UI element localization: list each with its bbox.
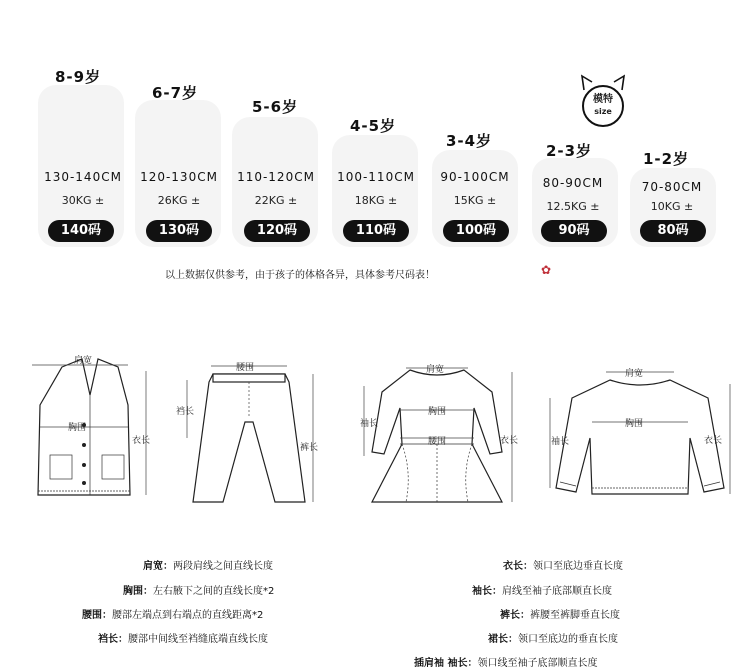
weight-value: 26KG ± [157, 194, 201, 207]
age-label: 4-5岁 [350, 117, 397, 135]
vest-shoulder-label: 肩宽 [74, 356, 93, 366]
desc-key: 裤长： [500, 610, 530, 621]
age-label: 3-4岁 [446, 132, 493, 150]
desc-text: 左右腋下之间的直线长度*2 [153, 586, 275, 597]
vest-chest-label: 胸围 [68, 423, 87, 433]
height-range: 90-100CM [440, 170, 510, 184]
desc-text: 肩线至袖子底部顺直长度 [502, 586, 612, 597]
desc-item [123, 582, 274, 597]
pants-waist-label: 腰围 [236, 363, 255, 373]
height-range: 110-120CM [237, 170, 315, 184]
desc-item [143, 557, 273, 572]
weight-value: 12.5KG ± [546, 200, 600, 213]
cat-ears-icon [578, 72, 628, 92]
age-label: 8-9岁 [55, 68, 102, 86]
size-code-badge: 100码 [443, 220, 509, 242]
sweater-length-label: 衣长 [704, 436, 723, 446]
desc-key: 胸围： [123, 586, 153, 597]
badge-line-2: size [594, 107, 612, 116]
desc-item [414, 654, 597, 669]
desc-text: 领口线至袖子底部顺直长度 [477, 658, 598, 669]
desc-item [488, 630, 618, 645]
sweater-shoulder-label: 肩宽 [625, 369, 644, 379]
sweater-sleeve-label: 袖长 [551, 437, 570, 447]
flower-icon: ✿ [541, 263, 552, 277]
weight-value: 10KG ± [650, 200, 694, 213]
size-code-badge: 90码 [541, 220, 607, 242]
dress-chest-label: 胸围 [428, 407, 447, 417]
desc-text: 腰部左端点到右端点的直线距离*2 [112, 610, 264, 621]
desc-item [82, 606, 263, 621]
desc-item [98, 630, 268, 645]
weight-value: 30KG ± [61, 194, 105, 207]
weight-value: 15KG ± [453, 194, 497, 207]
height-range: 100-110CM [337, 170, 415, 184]
size-code-badge: 120码 [244, 220, 310, 242]
vest-diagram [20, 345, 170, 510]
pants-diagram [175, 352, 325, 512]
desc-text: 领口至底边垂直长度 [533, 561, 623, 572]
age-label: 1-2岁 [643, 150, 690, 168]
age-label: 6-7岁 [152, 84, 199, 102]
reference-note: 以上数据仅供参考，由于孩子的体格各异，具体参考尺码表！ [165, 270, 435, 281]
desc-key: 裙长： [488, 634, 518, 645]
size-code-badge: 140码 [48, 220, 114, 242]
vest-length-label: 衣长 [132, 436, 151, 446]
desc-key: 裆长： [98, 634, 128, 645]
desc-key: 插肩袖 袖长： [414, 658, 478, 669]
desc-text: 领口至底边的垂直长度 [518, 634, 618, 645]
age-label: 2-3岁 [546, 142, 593, 160]
desc-key: 腰围： [82, 610, 112, 621]
size-code-badge: 110码 [343, 220, 409, 242]
desc-item [503, 557, 623, 572]
desc-key: 肩宽： [143, 561, 173, 572]
desc-item [472, 582, 612, 597]
height-range: 70-80CM [641, 180, 703, 194]
desc-item [500, 606, 620, 621]
height-range: 130-140CM [44, 170, 122, 184]
dress-waist-label: 腰围 [428, 437, 447, 447]
dress-length-label: 衣长 [500, 436, 519, 446]
sweater-chest-label: 胸围 [625, 419, 644, 429]
height-range: 80-90CM [542, 176, 604, 190]
height-range: 120-130CM [140, 170, 218, 184]
dress-shoulder-label: 肩宽 [426, 365, 445, 375]
desc-text: 两段肩线之间直线长度 [173, 561, 273, 572]
weight-value: 18KG ± [354, 194, 398, 207]
desc-text: 裤腰至裤脚垂直长度 [530, 610, 620, 621]
desc-text: 腰部中间线至裆缝底端直线长度 [128, 634, 268, 645]
size-code-badge: 80码 [640, 220, 706, 242]
size-code-badge: 130码 [146, 220, 212, 242]
desc-key: 衣长： [503, 561, 533, 572]
dress-sleeve-label: 袖长 [360, 419, 379, 429]
weight-value: 22KG ± [254, 194, 298, 207]
desc-key: 袖长： [472, 586, 502, 597]
pants-length-label: 裤长 [300, 443, 319, 453]
badge-line-1: 模特 [593, 94, 613, 105]
age-label: 5-6岁 [252, 98, 299, 116]
pants-rise-label: 裆长 [176, 407, 195, 417]
